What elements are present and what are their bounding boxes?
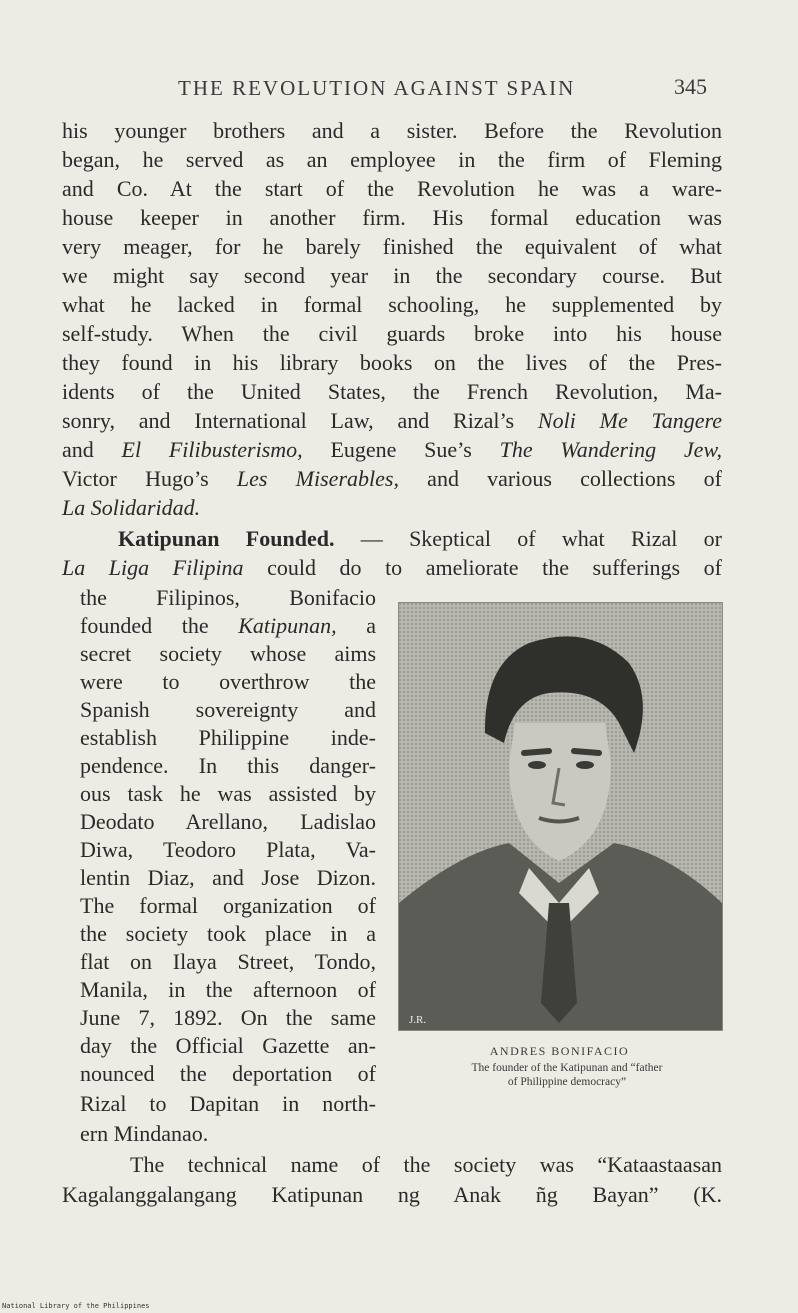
text-line: nounced the deportation of: [80, 1061, 376, 1086]
text-line: secret society whose aims: [80, 641, 376, 666]
text-line: began, he served as an employee in the firm of Fleming: [62, 147, 722, 172]
left-eye-shape: [528, 761, 546, 769]
text-line: Victor Hugo’s Les Miserables, and various collections of: [62, 466, 722, 491]
text-line: idents of the United States, the French Revolution, Ma-: [62, 379, 722, 404]
text-line: and El Filibusterismo, Eugene Sue’s The Wandering Jew,: [62, 437, 722, 462]
text-line: the society took place in a: [80, 921, 376, 946]
text-line: what he lacked in formal schooling, he supplemented by: [62, 292, 722, 317]
text-line: were to overthrow the: [80, 669, 376, 694]
page-number: 345: [674, 74, 707, 99]
text-line: sonry, and International Law, and Rizal’s Noli Me Tangere: [62, 408, 722, 433]
text-line: day the Official Gazette an-: [80, 1033, 376, 1058]
text-line: Deodato Arellano, Ladislao: [80, 809, 376, 834]
text-line: Manila, in the afternoon of: [80, 977, 376, 1002]
text-line: Kagalanggalangang Katipunan ng Anak ñg Bayan” (K.: [62, 1182, 722, 1207]
text-line: lentin Diaz, and Jose Dizon.: [80, 865, 376, 890]
page-header: [0, 68, 798, 102]
right-eye-shape: [576, 761, 594, 769]
book-title: The Wandering Jew,: [499, 437, 722, 462]
text-line: they found in his library books on the lives of the Pres-: [62, 350, 722, 375]
book-title: La Solidaridad.: [62, 495, 201, 520]
text-line: his younger brothers and a sister. Before the Revolution: [62, 118, 722, 143]
text-line: self-study. When the civil guards broke into his house: [62, 321, 722, 346]
portrait-illustration: [399, 603, 722, 1030]
text-line: establish Philippine inde-: [80, 725, 376, 750]
book-title: Noli Me Tangere: [537, 408, 722, 433]
text-line: Rizal to Dapitan in north-: [80, 1091, 376, 1116]
text-line: The technical name of the society was “Kataastaasan: [130, 1152, 722, 1177]
book-title: El Filibusterismo,: [121, 437, 303, 462]
text-line: [62, 495, 722, 521]
text-line: and Co. At the start of the Revolution he was a ware-: [62, 176, 722, 201]
caption-name: ANDRES BONIFACIO: [489, 1044, 630, 1058]
text-line: La Liga Filipina could do to ameliorate the sufferings of: [62, 555, 722, 580]
text-line: the Filipinos, Bonifacio: [80, 585, 376, 610]
text-line: founded the Katipunan, a: [80, 613, 377, 638]
text-line: June 7, 1892. On the same: [80, 1005, 376, 1030]
running-title: THE REVOLUTION AGAINST SPAIN: [178, 76, 576, 100]
text-line: very meager, for he barely finished the equivalent of what: [62, 234, 722, 259]
caption-text: The founder of the Katipunan and “father of Philippine democracy”: [471, 1062, 663, 1088]
text-line: ern Mindanao.: [80, 1121, 209, 1146]
text-line: pendence. In this danger-: [80, 753, 376, 778]
text-line: flat on Ilaya Street, Tondo,: [80, 949, 376, 974]
text-line: ous task he was assisted by: [80, 781, 376, 806]
portrait-photo: [398, 602, 723, 1031]
book-title: Les Miserables,: [236, 466, 399, 491]
text-line: Diwa, Teodoro Plata, Va-: [80, 837, 376, 862]
text-line: Spanish sovereignty and: [80, 697, 376, 722]
photo-signature: J.R.: [409, 1014, 427, 1026]
section-heading-line: Katipunan Founded. — Skeptical of what Rizal or: [118, 526, 722, 551]
text-line: The formal organization of: [80, 893, 376, 918]
text-line: we might say second year in the secondary course. But: [62, 263, 722, 288]
section-heading: Katipunan Founded.: [118, 526, 335, 551]
organization-name: La Liga Filipina: [62, 555, 244, 580]
text-line: house keeper in another firm. His formal education was: [62, 205, 722, 230]
footer-credit: National Library of the Philippines: [2, 1302, 150, 1310]
